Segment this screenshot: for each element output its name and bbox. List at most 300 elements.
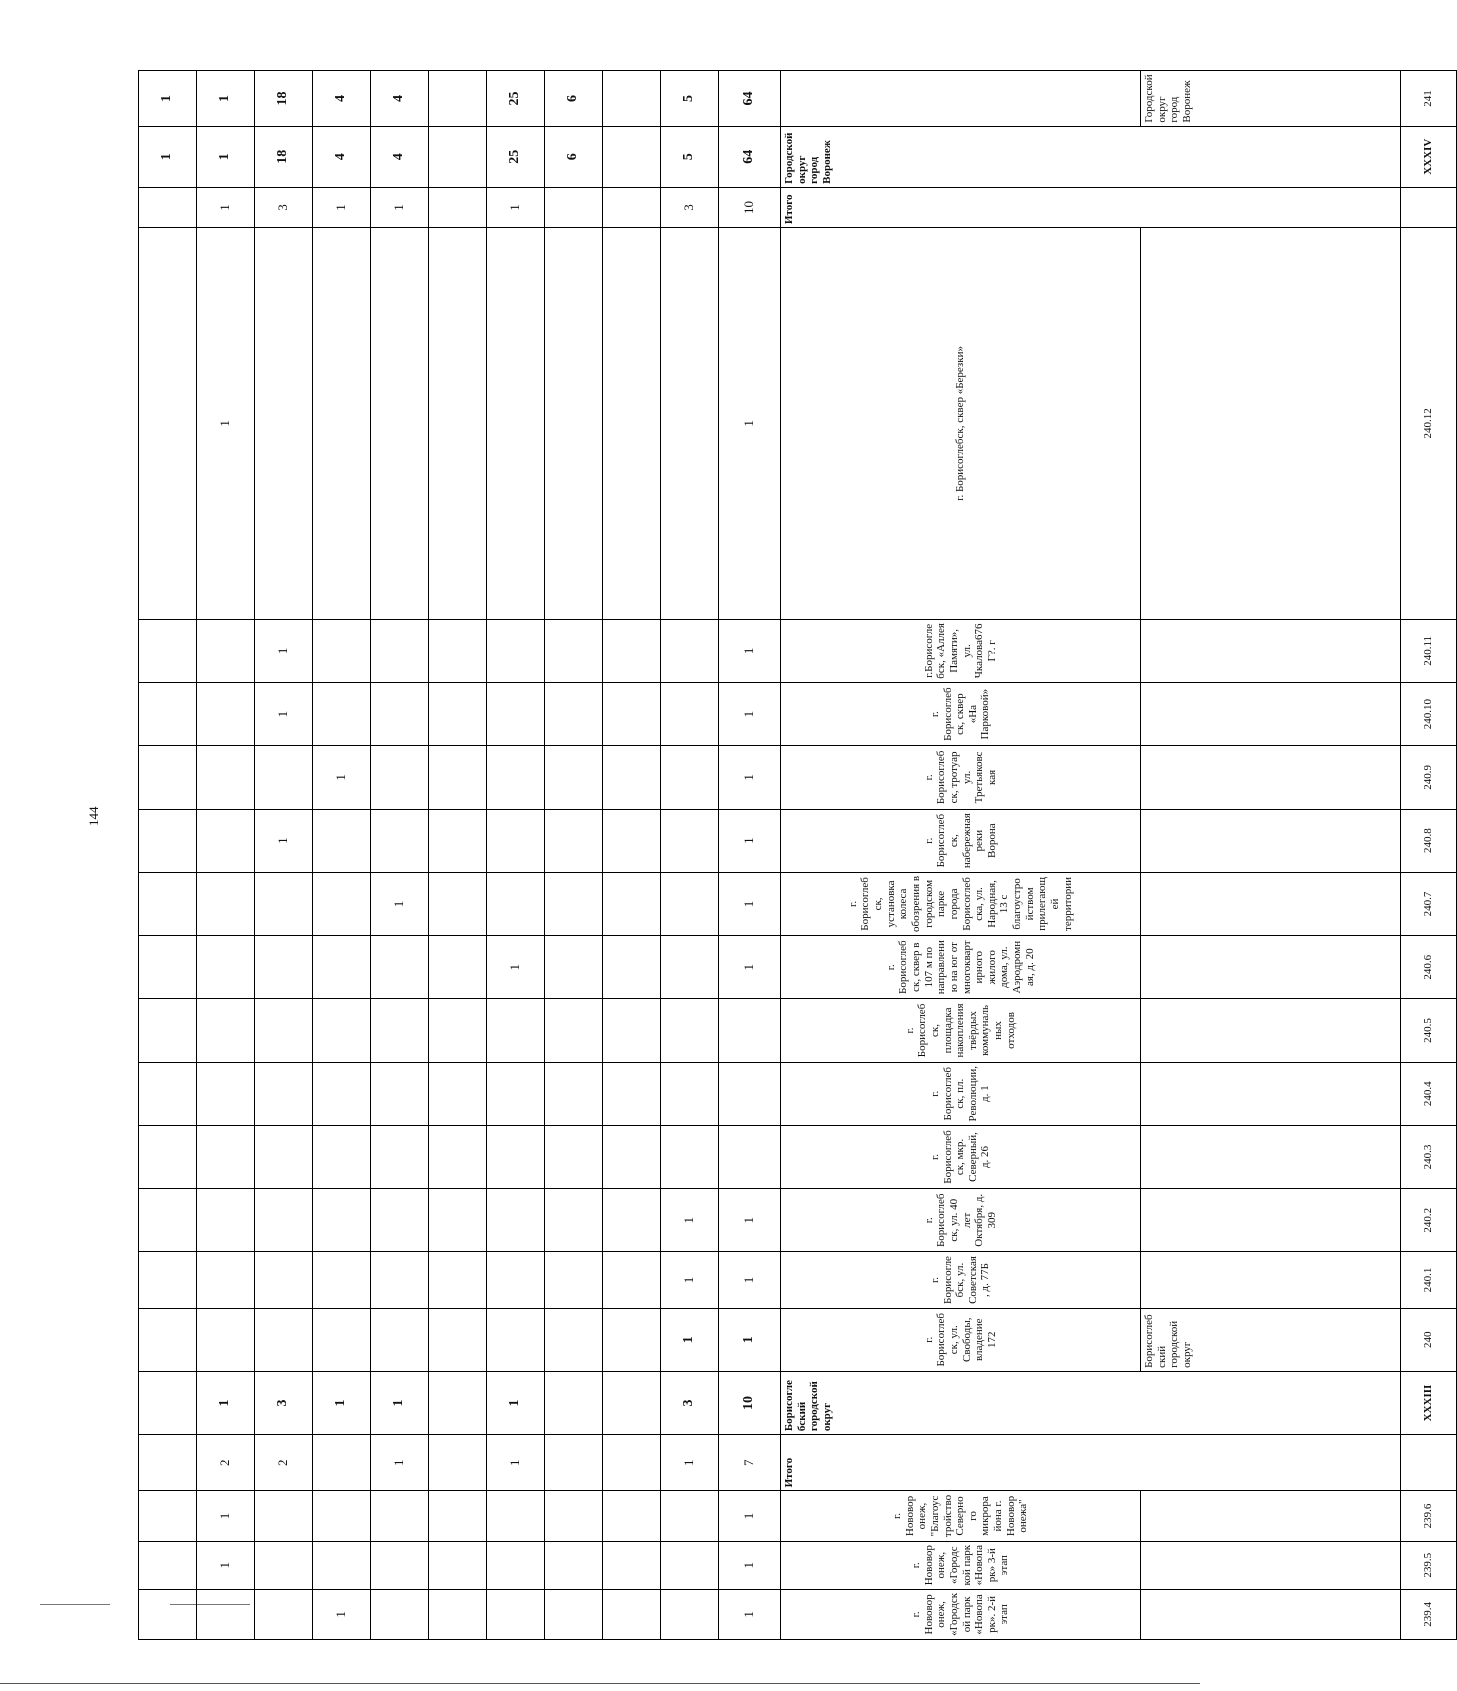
table-cell: 1 — [371, 1435, 429, 1491]
rotated-table-container — [138, 10, 1457, 1640]
table-cell — [661, 1125, 719, 1188]
table-cell — [255, 746, 313, 809]
table-cell — [139, 1062, 197, 1125]
table-cell — [255, 1541, 313, 1589]
table-cell — [603, 683, 661, 746]
row-number: 241 — [1401, 71, 1457, 126]
table-cell — [545, 1435, 603, 1491]
object-name: г. Борисоглебск, установка колеса обозрения в городском парке города Борисоглебска, ул. Народная, 13 с благоустройством прилегающей территории — [781, 872, 1141, 935]
table-cell: 6 — [545, 71, 603, 126]
row-number: 240.5 — [1401, 999, 1457, 1062]
table-cell — [661, 936, 719, 999]
group-name — [1141, 1491, 1401, 1541]
group-name — [1141, 936, 1401, 999]
value-column-5 — [487, 11, 545, 1640]
table-cell — [371, 683, 429, 746]
table-cell — [429, 1252, 487, 1308]
table-cell: 1 — [197, 1491, 255, 1541]
table-cell — [487, 1308, 545, 1371]
table-cell — [197, 1189, 255, 1252]
table-cell — [371, 1589, 429, 1639]
table-cell — [429, 126, 487, 187]
table-cell: 1 — [313, 187, 371, 227]
group-name: Городской округ город Воронеж — [1141, 71, 1401, 126]
table-cell: 1 — [197, 71, 255, 126]
row-number: 240.2 — [1401, 1189, 1457, 1252]
row-number — [1401, 1435, 1457, 1491]
table-cell — [603, 1435, 661, 1491]
row-number: 240.11 — [1401, 619, 1457, 682]
table-cell — [545, 999, 603, 1062]
group-name — [1141, 1125, 1401, 1188]
table-cell: 1 — [719, 1491, 781, 1541]
table-cell — [255, 1062, 313, 1125]
table-cell — [603, 809, 661, 872]
table-cell — [139, 1371, 197, 1434]
table-cell — [429, 872, 487, 935]
table-cell: 4 — [313, 71, 371, 126]
table-cell — [313, 1125, 371, 1188]
table-cell — [139, 1491, 197, 1541]
table-cell — [371, 746, 429, 809]
table-cell — [545, 872, 603, 935]
table-cell — [371, 1541, 429, 1589]
table-cell — [197, 1308, 255, 1371]
table-cell: 1 — [719, 1252, 781, 1308]
table-cell: 1 — [313, 1371, 371, 1434]
object-name: г. Нововоронеж, «Городской парк «Новопарк» 3-й этап — [781, 1541, 1141, 1589]
table-cell — [197, 872, 255, 935]
table-cell — [197, 809, 255, 872]
object-name: г. Борисоглебск, тротуар ул. Третьяковская — [781, 746, 1141, 809]
table-cell — [719, 999, 781, 1062]
object-name: г. Борисоглебск, набережная реки Ворона — [781, 809, 1141, 872]
group-name — [1141, 1541, 1401, 1589]
table-cell — [429, 187, 487, 227]
table-cell: 1 — [719, 1589, 781, 1639]
table-cell — [545, 809, 603, 872]
table-cell — [313, 809, 371, 872]
table-cell — [487, 1589, 545, 1639]
table-cell — [429, 1125, 487, 1188]
table-cell: 4 — [371, 126, 429, 187]
table-cell — [429, 1371, 487, 1434]
table-cell — [255, 872, 313, 935]
table-cell: 4 — [371, 71, 429, 126]
table-cell — [255, 1491, 313, 1541]
table-cell — [603, 228, 661, 620]
group-name: Борисоглебский городской округ — [1141, 1308, 1401, 1371]
table-cell — [139, 1435, 197, 1491]
table-cell: 1 — [719, 872, 781, 935]
table-cell: 1 — [197, 228, 255, 620]
group-name — [1141, 999, 1401, 1062]
table-cell: 1 — [719, 746, 781, 809]
table-cell: 1 — [719, 1189, 781, 1252]
table-cell: 2 — [255, 1435, 313, 1491]
table-cell — [429, 1062, 487, 1125]
table-cell — [197, 683, 255, 746]
table-cell — [371, 228, 429, 620]
table-cell — [487, 619, 545, 682]
table-cell — [313, 1541, 371, 1589]
table-cell — [429, 1308, 487, 1371]
table-cell: 1 — [661, 1435, 719, 1491]
table-cell — [139, 809, 197, 872]
table-cell — [545, 936, 603, 999]
table-cell: 1 — [139, 126, 197, 187]
group-name — [1141, 228, 1401, 620]
group-name — [1141, 1252, 1401, 1308]
table-cell — [545, 1589, 603, 1639]
table-cell — [139, 187, 197, 227]
table-cell: 64 — [719, 71, 781, 126]
object-name: г. Борисоглебск, сквер «На Парковой» — [781, 683, 1141, 746]
table-cell — [661, 228, 719, 620]
group-name — [1141, 809, 1401, 872]
table-cell — [429, 809, 487, 872]
table-cell — [197, 1125, 255, 1188]
table-cell — [487, 1541, 545, 1589]
table-cell — [371, 619, 429, 682]
table-cell: 10 — [719, 1371, 781, 1434]
table-cell: 10 — [719, 187, 781, 227]
value-column-6 — [429, 11, 487, 1640]
table-cell — [545, 1189, 603, 1252]
object-name: г. Борисоглебск, пл. Революции, д. 1 — [781, 1062, 1141, 1125]
table-cell: 1 — [255, 809, 313, 872]
group-name — [1141, 619, 1401, 682]
group-name — [1141, 746, 1401, 809]
table-cell — [487, 809, 545, 872]
value-column-1 — [719, 11, 781, 1640]
table-cell — [603, 1371, 661, 1434]
row-number-column — [1401, 11, 1457, 1640]
row-number: 240.9 — [1401, 746, 1457, 809]
table-cell — [313, 999, 371, 1062]
table-cell — [487, 1189, 545, 1252]
object-name: г. Борисоглебск, сквер «Березки» — [781, 228, 1141, 620]
value-column-3 — [603, 11, 661, 1640]
table-cell — [603, 999, 661, 1062]
value-column-11 — [139, 11, 197, 1640]
table-cell — [545, 619, 603, 682]
row-number: 239.6 — [1401, 1491, 1457, 1541]
table-cell — [487, 1252, 545, 1308]
table-cell — [139, 1125, 197, 1188]
table-cell: 3 — [255, 1371, 313, 1434]
table-cell — [255, 1252, 313, 1308]
table-cell — [429, 1589, 487, 1639]
table-cell — [313, 1435, 371, 1491]
table-cell — [139, 936, 197, 999]
value-column-7 — [371, 11, 429, 1640]
row-number: 239.5 — [1401, 1541, 1457, 1589]
table-cell — [139, 1308, 197, 1371]
table-cell: 3 — [255, 187, 313, 227]
table-cell: 1 — [371, 1371, 429, 1434]
table-cell — [661, 809, 719, 872]
table-cell: 1 — [313, 746, 371, 809]
table-cell — [139, 683, 197, 746]
table-cell — [603, 746, 661, 809]
section-title: Борисоглебский городской округ — [781, 1371, 1401, 1434]
table-cell — [313, 1062, 371, 1125]
table-cell — [429, 619, 487, 682]
table-cell: 25 — [487, 126, 545, 187]
table-cell — [545, 746, 603, 809]
table-cell — [487, 1125, 545, 1188]
row-number: 240.3 — [1401, 1125, 1457, 1188]
table-cell — [487, 683, 545, 746]
table-cell: 64 — [719, 126, 781, 187]
page-number: 144 — [86, 806, 101, 826]
table-cell — [197, 1589, 255, 1639]
table-cell: 1 — [487, 1435, 545, 1491]
table-cell — [603, 187, 661, 227]
table-cell — [545, 1491, 603, 1541]
table-cell — [545, 1541, 603, 1589]
table-cell: 1 — [197, 1541, 255, 1589]
table-cell: 1 — [197, 187, 255, 227]
table-cell: 1 — [719, 936, 781, 999]
table-cell — [603, 872, 661, 935]
table-cell: 2 — [197, 1435, 255, 1491]
table-cell — [603, 1491, 661, 1541]
table-cell: 5 — [661, 126, 719, 187]
table-cell — [429, 999, 487, 1062]
object-name — [781, 71, 1141, 126]
table-cell — [603, 126, 661, 187]
table-cell — [661, 1589, 719, 1639]
row-number: XXXIII — [1401, 1371, 1457, 1434]
row-number: 240.6 — [1401, 936, 1457, 999]
object-name: г. Борисоглебск, мкр. Северный, д. 26 — [781, 1125, 1141, 1188]
table-cell — [255, 1589, 313, 1639]
table-cell — [255, 1308, 313, 1371]
table-cell — [661, 746, 719, 809]
table-cell: 18 — [255, 71, 313, 126]
table-cell — [603, 619, 661, 682]
table-cell: 1 — [487, 1371, 545, 1434]
table-cell: 1 — [371, 187, 429, 227]
table-cell — [603, 1541, 661, 1589]
table-cell — [371, 1252, 429, 1308]
object-name: г. Нововоронеж, "Благоустройство Северного микрорайона г. Нововоронежа" — [781, 1491, 1141, 1541]
table-cell — [313, 1189, 371, 1252]
table-cell — [661, 683, 719, 746]
table-cell — [603, 1125, 661, 1188]
table-cell — [139, 1189, 197, 1252]
table-cell: 1 — [139, 71, 197, 126]
table-cell — [429, 683, 487, 746]
total-label: Итого — [781, 187, 1401, 227]
table-cell — [545, 1062, 603, 1125]
table-cell: 3 — [661, 1371, 719, 1434]
table-cell — [313, 619, 371, 682]
table-cell — [661, 1062, 719, 1125]
value-column-10 — [197, 11, 255, 1640]
table-cell — [545, 683, 603, 746]
table-cell — [429, 936, 487, 999]
table-cell — [429, 228, 487, 620]
table-cell: 6 — [545, 126, 603, 187]
row-number: 240.8 — [1401, 809, 1457, 872]
table-cell — [487, 228, 545, 620]
group-name — [1141, 1189, 1401, 1252]
table-cell: 1 — [313, 1589, 371, 1639]
table-cell — [603, 1252, 661, 1308]
table-cell — [719, 1125, 781, 1188]
table-cell — [197, 746, 255, 809]
table-cell — [371, 936, 429, 999]
table-cell — [429, 746, 487, 809]
table-cell: 1 — [661, 1252, 719, 1308]
table-cell — [371, 1125, 429, 1188]
table-cell: 25 — [487, 71, 545, 126]
value-column-9 — [255, 11, 313, 1640]
row-number: 240.4 — [1401, 1062, 1457, 1125]
table-cell — [661, 1491, 719, 1541]
table-cell — [487, 1062, 545, 1125]
table-cell: 1 — [487, 936, 545, 999]
table-cell — [139, 999, 197, 1062]
table-cell — [429, 71, 487, 126]
table-cell: 1 — [197, 1371, 255, 1434]
table-cell: 18 — [255, 126, 313, 187]
table-cell: 3 — [661, 187, 719, 227]
object-name: г. Борисоглебск, ул. 40 лет Октября, д. 309 — [781, 1189, 1141, 1252]
row-number: 240.12 — [1401, 228, 1457, 620]
table-cell: 1 — [719, 683, 781, 746]
table-cell — [429, 1189, 487, 1252]
table-cell — [139, 872, 197, 935]
object-name: г. Нововоронеж, «Городской парк «Новопарк». 2-й этап — [781, 1589, 1141, 1639]
table-cell — [371, 1062, 429, 1125]
table-cell — [603, 1062, 661, 1125]
table-cell: 1 — [661, 1189, 719, 1252]
table-cell: 1 — [197, 126, 255, 187]
table-cell — [487, 999, 545, 1062]
object-name-column — [781, 11, 1141, 1640]
object-name: г. Борисоглебск, сквер в 107 м по направлению на юг от многоквартирного жилого дома, ул. Аэродромная, д. 20 — [781, 936, 1141, 999]
row-number — [1401, 187, 1457, 227]
table-cell — [429, 1491, 487, 1541]
table-cell — [371, 999, 429, 1062]
table-cell — [197, 936, 255, 999]
value-column-4 — [545, 11, 603, 1640]
table-cell — [603, 936, 661, 999]
table-cell: 5 — [661, 71, 719, 126]
table-cell: 1 — [661, 1308, 719, 1371]
table-cell — [313, 228, 371, 620]
table-cell — [313, 1308, 371, 1371]
object-name: г. Борисоглебск, ул. Советская, д. 77Б — [781, 1252, 1141, 1308]
table-cell — [313, 936, 371, 999]
table-cell: 1 — [719, 809, 781, 872]
table-cell — [429, 1435, 487, 1491]
table-cell — [661, 619, 719, 682]
table-cell — [545, 1125, 603, 1188]
row-number: 240.7 — [1401, 872, 1457, 935]
object-name: г. Борисоглебск, площадка накопления твёрдых коммунальных отходов — [781, 999, 1141, 1062]
table-cell — [661, 999, 719, 1062]
table-cell — [197, 1062, 255, 1125]
page-bottom-rule — [0, 1683, 1200, 1684]
table-cell — [545, 228, 603, 620]
table-cell — [313, 872, 371, 935]
table-cell — [487, 1491, 545, 1541]
table-cell — [603, 1308, 661, 1371]
value-column-8 — [313, 11, 371, 1640]
table-cell — [197, 619, 255, 682]
value-column-2 — [661, 11, 719, 1640]
row-number: 240.10 — [1401, 683, 1457, 746]
table-cell — [661, 872, 719, 935]
table-cell — [313, 1252, 371, 1308]
table-cell — [255, 1189, 313, 1252]
table-cell — [255, 936, 313, 999]
table-cell — [371, 809, 429, 872]
table-cell — [429, 1541, 487, 1589]
table-cell — [603, 71, 661, 126]
total-label: Итого — [781, 1435, 1401, 1491]
row-number: 239.4 — [1401, 1589, 1457, 1639]
table-cell: 1 — [719, 619, 781, 682]
table-cell — [371, 1189, 429, 1252]
table-cell — [313, 1491, 371, 1541]
table-cell — [487, 872, 545, 935]
table-cell — [603, 1589, 661, 1639]
table-cell — [487, 746, 545, 809]
table-cell — [139, 1252, 197, 1308]
table-cell — [139, 1541, 197, 1589]
table-cell — [661, 1541, 719, 1589]
table-cell — [545, 1371, 603, 1434]
table-cell — [139, 619, 197, 682]
table-cell — [313, 683, 371, 746]
table-cell — [197, 1252, 255, 1308]
row-number: 240.1 — [1401, 1252, 1457, 1308]
table-cell — [197, 999, 255, 1062]
object-name: г. Борисоглебск, ул. Свободы, владение 172 — [781, 1308, 1141, 1371]
table-cell — [371, 1308, 429, 1371]
table-cell — [603, 1189, 661, 1252]
table-cell: 1 — [719, 1308, 781, 1371]
table-cell — [719, 1062, 781, 1125]
data-table — [138, 10, 1457, 1640]
section-title: Городской округ город Воронеж — [781, 126, 1401, 187]
group-name — [1141, 1589, 1401, 1639]
table-cell: 1 — [487, 187, 545, 227]
group-name — [1141, 1062, 1401, 1125]
table-cell — [255, 1125, 313, 1188]
row-number: XXXIV — [1401, 126, 1457, 187]
table-cell — [545, 1308, 603, 1371]
table-cell: 4 — [313, 126, 371, 187]
table-cell: 1 — [255, 619, 313, 682]
group-name — [1141, 683, 1401, 746]
table-cell — [545, 1252, 603, 1308]
table-cell — [255, 228, 313, 620]
group-name — [1141, 872, 1401, 935]
table-cell — [255, 999, 313, 1062]
table-cell — [545, 187, 603, 227]
table-cell: 1 — [719, 1541, 781, 1589]
table-cell — [139, 228, 197, 620]
table-cell: 7 — [719, 1435, 781, 1491]
table-cell — [139, 1589, 197, 1639]
